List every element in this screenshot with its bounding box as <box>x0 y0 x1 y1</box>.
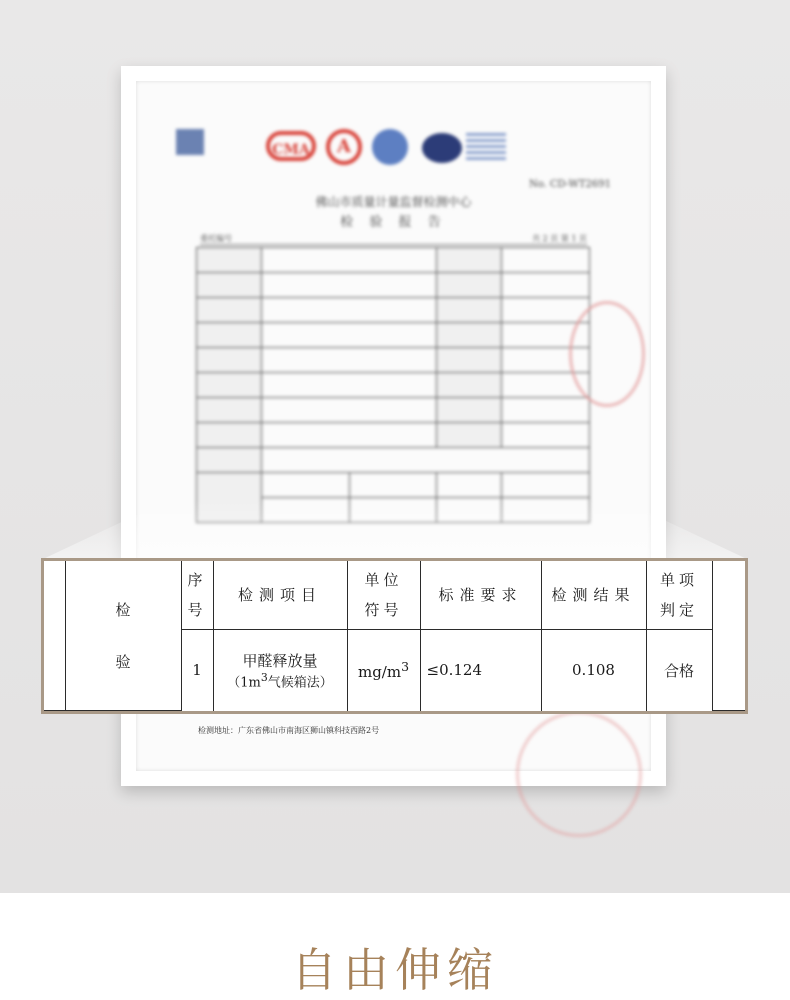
row-result: 0.108 <box>541 629 646 711</box>
header-standard: 标准要求 <box>420 561 541 629</box>
cma-logo: CMA <box>266 131 316 161</box>
header-seq-line-2: 号 <box>187 600 207 619</box>
red-stamp-icon <box>516 711 642 837</box>
row-unit <box>347 629 420 711</box>
row-seq: 1 <box>181 629 213 711</box>
report-meta-line <box>200 233 587 245</box>
row-item-method-sup: 3 <box>260 670 268 684</box>
ilac-logo-icon <box>422 133 462 163</box>
report-subtitle: 检 验 报 告 <box>340 215 447 230</box>
caption-text: 自由伸缩 <box>291 943 499 997</box>
header-verdict-line-2: 判定 <box>659 600 698 619</box>
header-verdict <box>646 561 712 629</box>
row-item-method <box>214 671 347 690</box>
row-standard: ≤0.124 <box>420 629 541 711</box>
inspection-result-table <box>44 561 745 711</box>
report-number: No. CD-WT2691 <box>528 179 611 190</box>
row-verdict: 合格 <box>646 629 712 711</box>
row-unit-sup: 3 <box>401 659 410 674</box>
header-seq <box>181 561 213 629</box>
category-line-1: 检 <box>115 600 131 619</box>
table-edge-cell <box>44 561 65 711</box>
row-unit-base: mg/m <box>357 663 402 681</box>
report-agency-title: 佛山市质量计量监督检测中心 <box>315 195 472 209</box>
row-item-method-suffix: 气候箱法） <box>267 675 333 691</box>
zoomed-detail-panel <box>41 558 748 714</box>
agency-logo-icon <box>176 129 204 155</box>
row-item-name: 甲醛释放量 <box>242 651 318 670</box>
header-result: 检测结果 <box>541 561 646 629</box>
header-item: 检测项目 <box>213 561 347 629</box>
ilac-text-icon <box>466 133 506 161</box>
red-stamp-icon <box>569 301 645 407</box>
header-unit <box>347 561 420 629</box>
row-item-method-prefix: （1m <box>227 675 261 691</box>
ca-logo: A <box>326 129 362 165</box>
header-unit-line-2: 符号 <box>364 600 403 619</box>
meta-left: 委托编号 <box>200 234 232 243</box>
meta-right: 共 2 页 第 1 页 <box>532 234 587 243</box>
certification-logos <box>176 129 606 169</box>
header-unit-line-1: 单位 <box>364 570 403 589</box>
header-verdict-line-1: 单项 <box>659 570 698 589</box>
row-item <box>213 629 347 711</box>
table-header-row <box>44 561 745 629</box>
category-cell <box>65 561 181 711</box>
cnas-seal-icon <box>372 129 408 165</box>
category-line-2: 验 <box>115 652 131 671</box>
table-edge-cell <box>712 561 745 711</box>
report-info-table <box>196 247 590 523</box>
header-seq-line-1: 序 <box>187 570 207 589</box>
test-address: 检测地址：广东省佛山市南海区狮山镇科技西路2号 <box>198 726 380 735</box>
